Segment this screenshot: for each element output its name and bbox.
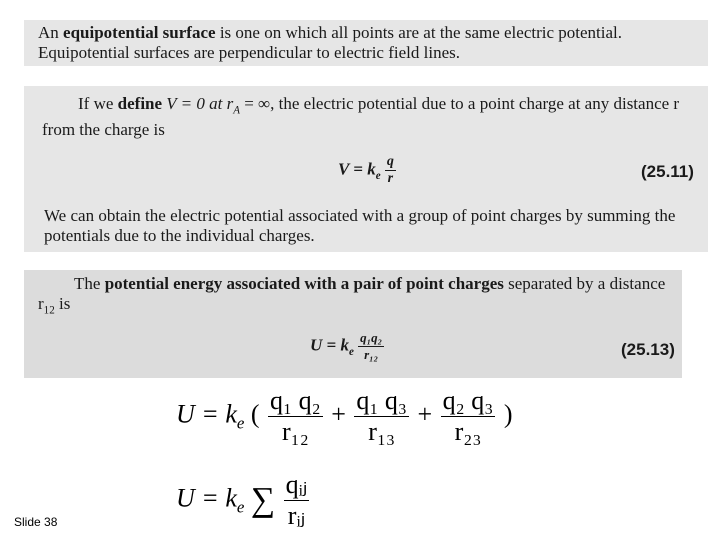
subscript: A bbox=[233, 104, 240, 117]
term-denominator: rᵢⱼ bbox=[287, 501, 306, 530]
formula-sub: e bbox=[236, 413, 245, 433]
text-fragment: If we bbox=[78, 94, 118, 113]
summation-symbol: ∑ bbox=[250, 481, 276, 519]
term-denominator: r₂₃ bbox=[454, 417, 482, 446]
plus-sign: + bbox=[417, 399, 433, 429]
pair-potential-energy-box bbox=[24, 270, 682, 378]
term-denominator: r₁₂ bbox=[281, 417, 309, 446]
open-paren: ( bbox=[250, 399, 260, 429]
formula-lhs: U = k bbox=[176, 399, 237, 429]
eq-fraction bbox=[358, 330, 384, 363]
text-fragment: = ∞, the electric potential due to a point charge at any distance r from the charge is bbox=[42, 94, 680, 140]
text-fragment: is one on which all points are at the same electric potential. Equipotential surfaces are perpendicular to electric field lines. bbox=[38, 23, 623, 62]
equation-25-11 bbox=[338, 154, 396, 187]
plus-sign: + bbox=[331, 399, 346, 429]
eq-numerator: q bbox=[386, 154, 394, 169]
eq-denominator: r bbox=[387, 171, 394, 186]
superposition-paragraph: We can obtain the electric potential associated with a group of point charges by summing the potentials due to the individual charges. bbox=[44, 206, 676, 245]
three-charge-energy-formula bbox=[176, 386, 512, 447]
term-numerator: q₁ q₂ bbox=[270, 386, 321, 415]
text-fragment: separated by a distance r bbox=[38, 274, 666, 313]
slide-number: Slide 38 bbox=[14, 515, 58, 529]
pair-energy-term: potential energy associated with a pair of point charges bbox=[104, 274, 504, 293]
term-numerator: q₁ q₃ bbox=[356, 386, 407, 415]
close-paren: ) bbox=[503, 399, 513, 429]
equipotential-surface-term: equipotential surface bbox=[63, 23, 216, 42]
pair-energy-paragraph bbox=[38, 274, 674, 320]
term-numerator: q₂ q₃ bbox=[442, 386, 494, 415]
term-numerator: qᵢⱼ bbox=[285, 470, 308, 499]
sum-term bbox=[284, 470, 310, 531]
eq-lhs: U = k bbox=[310, 335, 349, 355]
eq-sub: e bbox=[348, 345, 354, 358]
formula-sub: e bbox=[236, 497, 245, 517]
text-fragment: is bbox=[54, 294, 71, 313]
eq-sub: e bbox=[375, 169, 381, 182]
define-term: define bbox=[117, 94, 163, 113]
term-13 bbox=[354, 386, 409, 447]
equation-25-13 bbox=[310, 330, 384, 363]
text-fragment: The bbox=[74, 274, 105, 293]
text-fragment: An bbox=[38, 23, 64, 42]
eq-lhs: V = k bbox=[338, 159, 376, 179]
term-23 bbox=[441, 386, 496, 447]
term-denominator: r₁₃ bbox=[368, 417, 396, 446]
subscript: 12 bbox=[43, 304, 55, 317]
eq-denominator: r₁₂ bbox=[364, 347, 379, 362]
eq-numerator: q₁q₂ bbox=[360, 330, 383, 345]
equation-number: (25.13) bbox=[621, 340, 675, 359]
formula-lhs: U = k bbox=[176, 483, 237, 513]
point-charge-paragraph bbox=[42, 94, 696, 140]
term-12 bbox=[268, 386, 323, 447]
eq-fraction bbox=[385, 154, 396, 187]
equipotential-definition-box bbox=[24, 20, 708, 66]
summation-energy-formula bbox=[176, 470, 311, 531]
point-charge-potential-box bbox=[24, 86, 708, 252]
text-fragment: V = 0 at r bbox=[162, 94, 234, 113]
equation-number: (25.11) bbox=[641, 162, 694, 181]
equipotential-paragraph bbox=[38, 23, 702, 63]
